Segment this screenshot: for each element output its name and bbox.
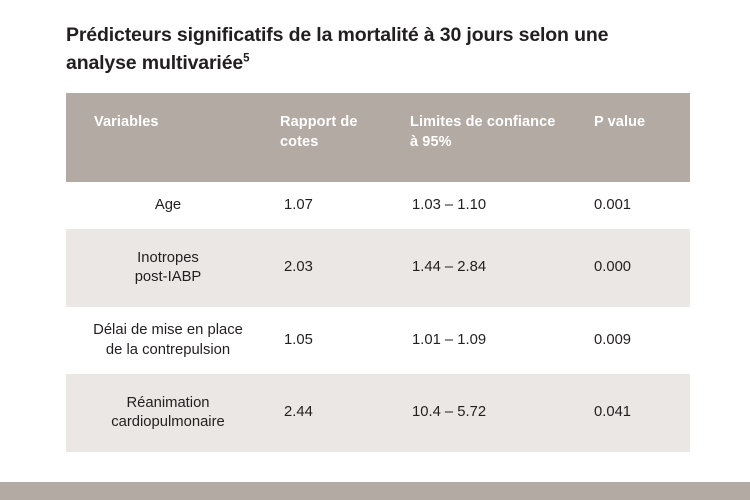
cell-odds-ratio: 1.05 — [270, 307, 400, 373]
cell-p-value: 0.000 — [580, 229, 690, 307]
cell-variable-line1: Réanimation — [126, 394, 210, 411]
table-row — [66, 182, 690, 229]
page-title-line1: Prédicteurs significatifs de la mortalité à 30 jours selon une — [66, 24, 609, 46]
table-row — [66, 229, 690, 307]
cell-variable-line2: post-IABP — [134, 269, 202, 286]
column-header-p-value-line1: P value — [594, 114, 646, 131]
page-title-line2: analyse multivariée — [66, 51, 244, 74]
bottom-accent-bar — [0, 482, 750, 500]
predictors-table — [66, 93, 690, 452]
cell-variable — [66, 374, 270, 452]
cell-confidence-interval: 10.4 – 5.72 — [400, 374, 580, 452]
cell-confidence-interval: 1.01 – 1.09 — [400, 307, 580, 373]
column-header-variables-line1: Variables — [94, 114, 159, 131]
table-header — [66, 93, 690, 181]
column-header-odds-ratio — [270, 93, 400, 181]
column-header-confidence-interval — [400, 93, 580, 181]
cell-variable — [66, 229, 270, 307]
cell-variable-line2: cardiopulmonaire — [111, 414, 225, 431]
cell-variable — [66, 307, 270, 373]
cell-odds-ratio: 1.07 — [270, 182, 400, 229]
table-row — [66, 307, 690, 373]
column-header-variables — [66, 93, 270, 181]
table-header-row — [66, 93, 690, 181]
cell-variable-line1: Inotropes — [137, 249, 199, 266]
column-header-p-value — [580, 93, 690, 181]
column-header-odds-ratio-line1: Rapport de — [280, 114, 358, 131]
cell-odds-ratio: 2.44 — [270, 374, 400, 452]
cell-confidence-interval: 1.44 – 2.84 — [400, 229, 580, 307]
cell-p-value: 0.001 — [580, 182, 690, 229]
cell-p-value: 0.009 — [580, 307, 690, 373]
page-title-footnote-marker: 5 — [243, 52, 250, 65]
column-header-odds-ratio-line2: cotes — [280, 133, 319, 150]
cell-odds-ratio: 2.03 — [270, 229, 400, 307]
cell-variable-line1: Age — [154, 196, 182, 213]
cell-confidence-interval: 1.03 – 1.10 — [400, 182, 580, 229]
page-title — [66, 22, 710, 77]
cell-p-value: 0.041 — [580, 374, 690, 452]
cell-variable-line1: Délai de mise en place — [93, 322, 243, 339]
cell-variable-line2: de la contrepulsion — [105, 341, 231, 358]
column-header-confidence-interval-line1: Limites de confiance — [410, 114, 556, 131]
table-body — [66, 182, 690, 453]
column-header-confidence-interval-line2: à 95% — [410, 133, 452, 150]
table-row — [66, 374, 690, 452]
cell-variable — [66, 182, 270, 229]
